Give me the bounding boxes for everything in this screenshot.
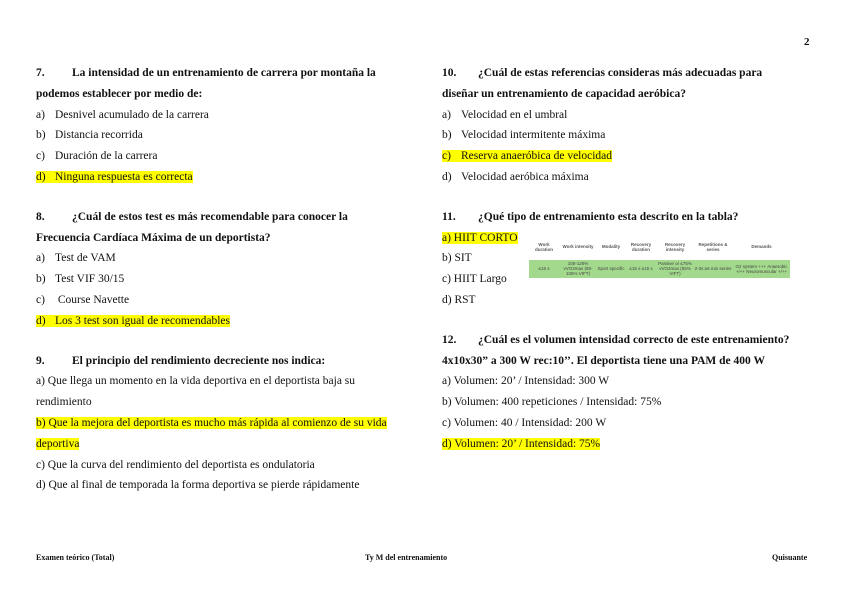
- option-label: b): [36, 273, 46, 286]
- option-d: d) Que al final de temporada la forma deportiva se pierde rápidamente: [36, 479, 360, 492]
- option-b-correct: [36, 413, 412, 455]
- option-a: a) Que llega un momento en la vida deportiva en el deportista baja su rendimiento: [36, 375, 356, 409]
- question-11-options: [442, 228, 528, 311]
- option-d: [442, 167, 817, 188]
- option-a: [442, 105, 817, 126]
- option-label: b): [36, 129, 46, 142]
- table-cell: 100-120% vVO2max (85-105% VIFT): [563, 261, 593, 277]
- question-11-line-1: [442, 207, 817, 228]
- question-10-line-2: diseñar un entrenamiento de capacidad aeróbica?: [442, 87, 686, 100]
- table-header-cell: Repetitions & series: [698, 241, 728, 252]
- option-a: [36, 105, 412, 126]
- question-text: ¿Qué tipo de entrenamiento esta descrito en la tabla?: [478, 210, 739, 223]
- table-header-cell: Modality: [601, 244, 621, 250]
- table-cell: O2 system +++ Anaerobic +/++ Neuromuscular +/++: [735, 263, 788, 274]
- question-11: [442, 207, 817, 311]
- option-c: c) Volumen: 40 / Intensidad: 200 W: [442, 416, 607, 429]
- option-text: Reserva anaeróbica de velocidad: [461, 150, 613, 163]
- correct-answer-highlight: [36, 315, 230, 327]
- option-c: c) HIIT Largo: [442, 273, 507, 286]
- option-label: a): [442, 108, 451, 121]
- option-d-correct: [36, 311, 412, 332]
- question-number: 7.: [36, 67, 45, 79]
- footer-left: Examen teórico (Total): [36, 553, 115, 562]
- option-b: b) SIT: [442, 252, 472, 265]
- footer-center: Ty M del entrenamiento: [365, 553, 448, 562]
- option-label: a): [36, 108, 45, 121]
- question-7-line-1: [36, 63, 412, 84]
- table-header-cell: Work intensity: [562, 244, 594, 250]
- option-text: Ninguna respuesta es correcta: [55, 170, 193, 183]
- correct-answer-highlight: [442, 150, 612, 162]
- option-text: Duración de la carrera: [55, 150, 158, 163]
- table-header-cell: Recovery duration: [630, 241, 652, 252]
- question-text: La intensidad de un entrenamiento de carrera por montaña la: [72, 67, 376, 79]
- table-header-cell: Recovery intensity: [664, 241, 686, 252]
- option-b: [36, 269, 412, 290]
- option-text: Velocidad aeróbica máxima: [461, 170, 589, 183]
- question-number: 9.: [36, 354, 45, 367]
- option-d-correct: [442, 434, 817, 455]
- correct-answer-highlight: b) Que la mejora del deportista es mucho más rápida al comienzo de su vida deportiva: [36, 416, 387, 450]
- option-d: d) RST: [442, 293, 476, 306]
- footer-right: Quisuante: [772, 553, 808, 562]
- option-text: Velocidad intermitente máxima: [461, 129, 606, 142]
- table-header-row: [529, 236, 790, 258]
- option-label: c): [442, 150, 451, 163]
- option-text: Los 3 test son igual de recomendables: [55, 314, 231, 327]
- option-text: Course Navette: [55, 293, 130, 306]
- option-b: [36, 125, 412, 146]
- question-number: 11.: [442, 210, 456, 223]
- option-text: Distancia recorrida: [55, 129, 143, 142]
- correct-answer-highlight: [36, 171, 193, 183]
- table-cell: 2-3s ≥6 min series: [694, 266, 732, 272]
- table-header-cell: Demands: [751, 244, 772, 250]
- question-8-line-1: [36, 207, 412, 228]
- question-9-line-1: [36, 351, 412, 372]
- option-label: d): [36, 314, 46, 327]
- option-text: Test VIF 30/15: [55, 273, 125, 286]
- question-12: [442, 330, 817, 455]
- option-c: c) Que la curva del rendimiento del deportista es ondulatoria: [36, 458, 315, 471]
- option-c-correct: [442, 146, 817, 167]
- table-header-cell: Work duration: [535, 241, 553, 252]
- question-7-line-2: podemos establecer por medio de:: [36, 87, 203, 100]
- option-b: b) Volumen: 400 repeticiones / Intensidad: 75%: [442, 396, 662, 409]
- option-label: c): [36, 293, 45, 306]
- table-cell: Passive or ≤75% vVO2max (55% VIFT): [658, 261, 692, 277]
- question-8: [36, 207, 412, 332]
- option-label: d): [36, 170, 46, 183]
- question-number: 8.: [36, 210, 45, 223]
- option-label: b): [442, 129, 452, 142]
- question-10: [442, 63, 817, 188]
- table-cell: ≤15 s ≤15 s: [629, 266, 653, 272]
- correct-answer-highlight: a) HIIT CORTO: [442, 231, 518, 244]
- correct-answer-highlight: d) Volumen: 20’ / Intensidad: 75%: [442, 437, 601, 450]
- option-c: [36, 146, 412, 167]
- option-text: Velocidad en el umbral: [461, 108, 568, 121]
- option-a: [36, 248, 412, 269]
- table-cell: Sport specific: [597, 266, 625, 272]
- question-9: [36, 351, 412, 497]
- option-a-correct: [442, 228, 528, 249]
- option-b: [442, 125, 817, 146]
- question-8-line-2: Frecuencia Cardíaca Máxima de un deportista?: [36, 231, 271, 244]
- option-label: c): [36, 150, 45, 163]
- left-column: [36, 63, 412, 515]
- question-7: [36, 63, 412, 188]
- option-a: a) Volumen: 20’ / Intensidad: 300 W: [442, 375, 610, 388]
- page-number: 2: [804, 36, 810, 48]
- question-number: 12.: [442, 333, 457, 346]
- option-label: a): [36, 252, 45, 265]
- option-label: d): [442, 170, 452, 183]
- option-c: [36, 290, 412, 311]
- question-10-line-1: [442, 63, 817, 84]
- table-data-row: [529, 260, 790, 278]
- question-text: El principio del rendimiento decreciente nos indica:: [72, 354, 326, 367]
- training-table-image: [529, 236, 790, 278]
- option-text: Desnivel acumulado de la carrera: [55, 108, 209, 121]
- question-text: ¿Cuál de estas referencias consideras más adecuadas para: [478, 67, 763, 79]
- option-d-correct: [36, 167, 412, 188]
- option-text: Test de VAM: [55, 252, 116, 265]
- question-12-line-1: [442, 330, 817, 351]
- question-number: 10.: [442, 67, 457, 79]
- question-text: ¿Cuál de estos test es más recomendable para conocer la: [72, 210, 348, 223]
- right-column: [442, 63, 817, 474]
- table-cell: ≤15 s: [538, 266, 550, 272]
- question-text: ¿Cuál es el volumen intensidad correcto de este entrenamiento?: [478, 333, 790, 346]
- question-12-line-2: 4x10x30” a 300 W rec:10’’. El deportista tiene una PAM de 400 W: [442, 354, 765, 367]
